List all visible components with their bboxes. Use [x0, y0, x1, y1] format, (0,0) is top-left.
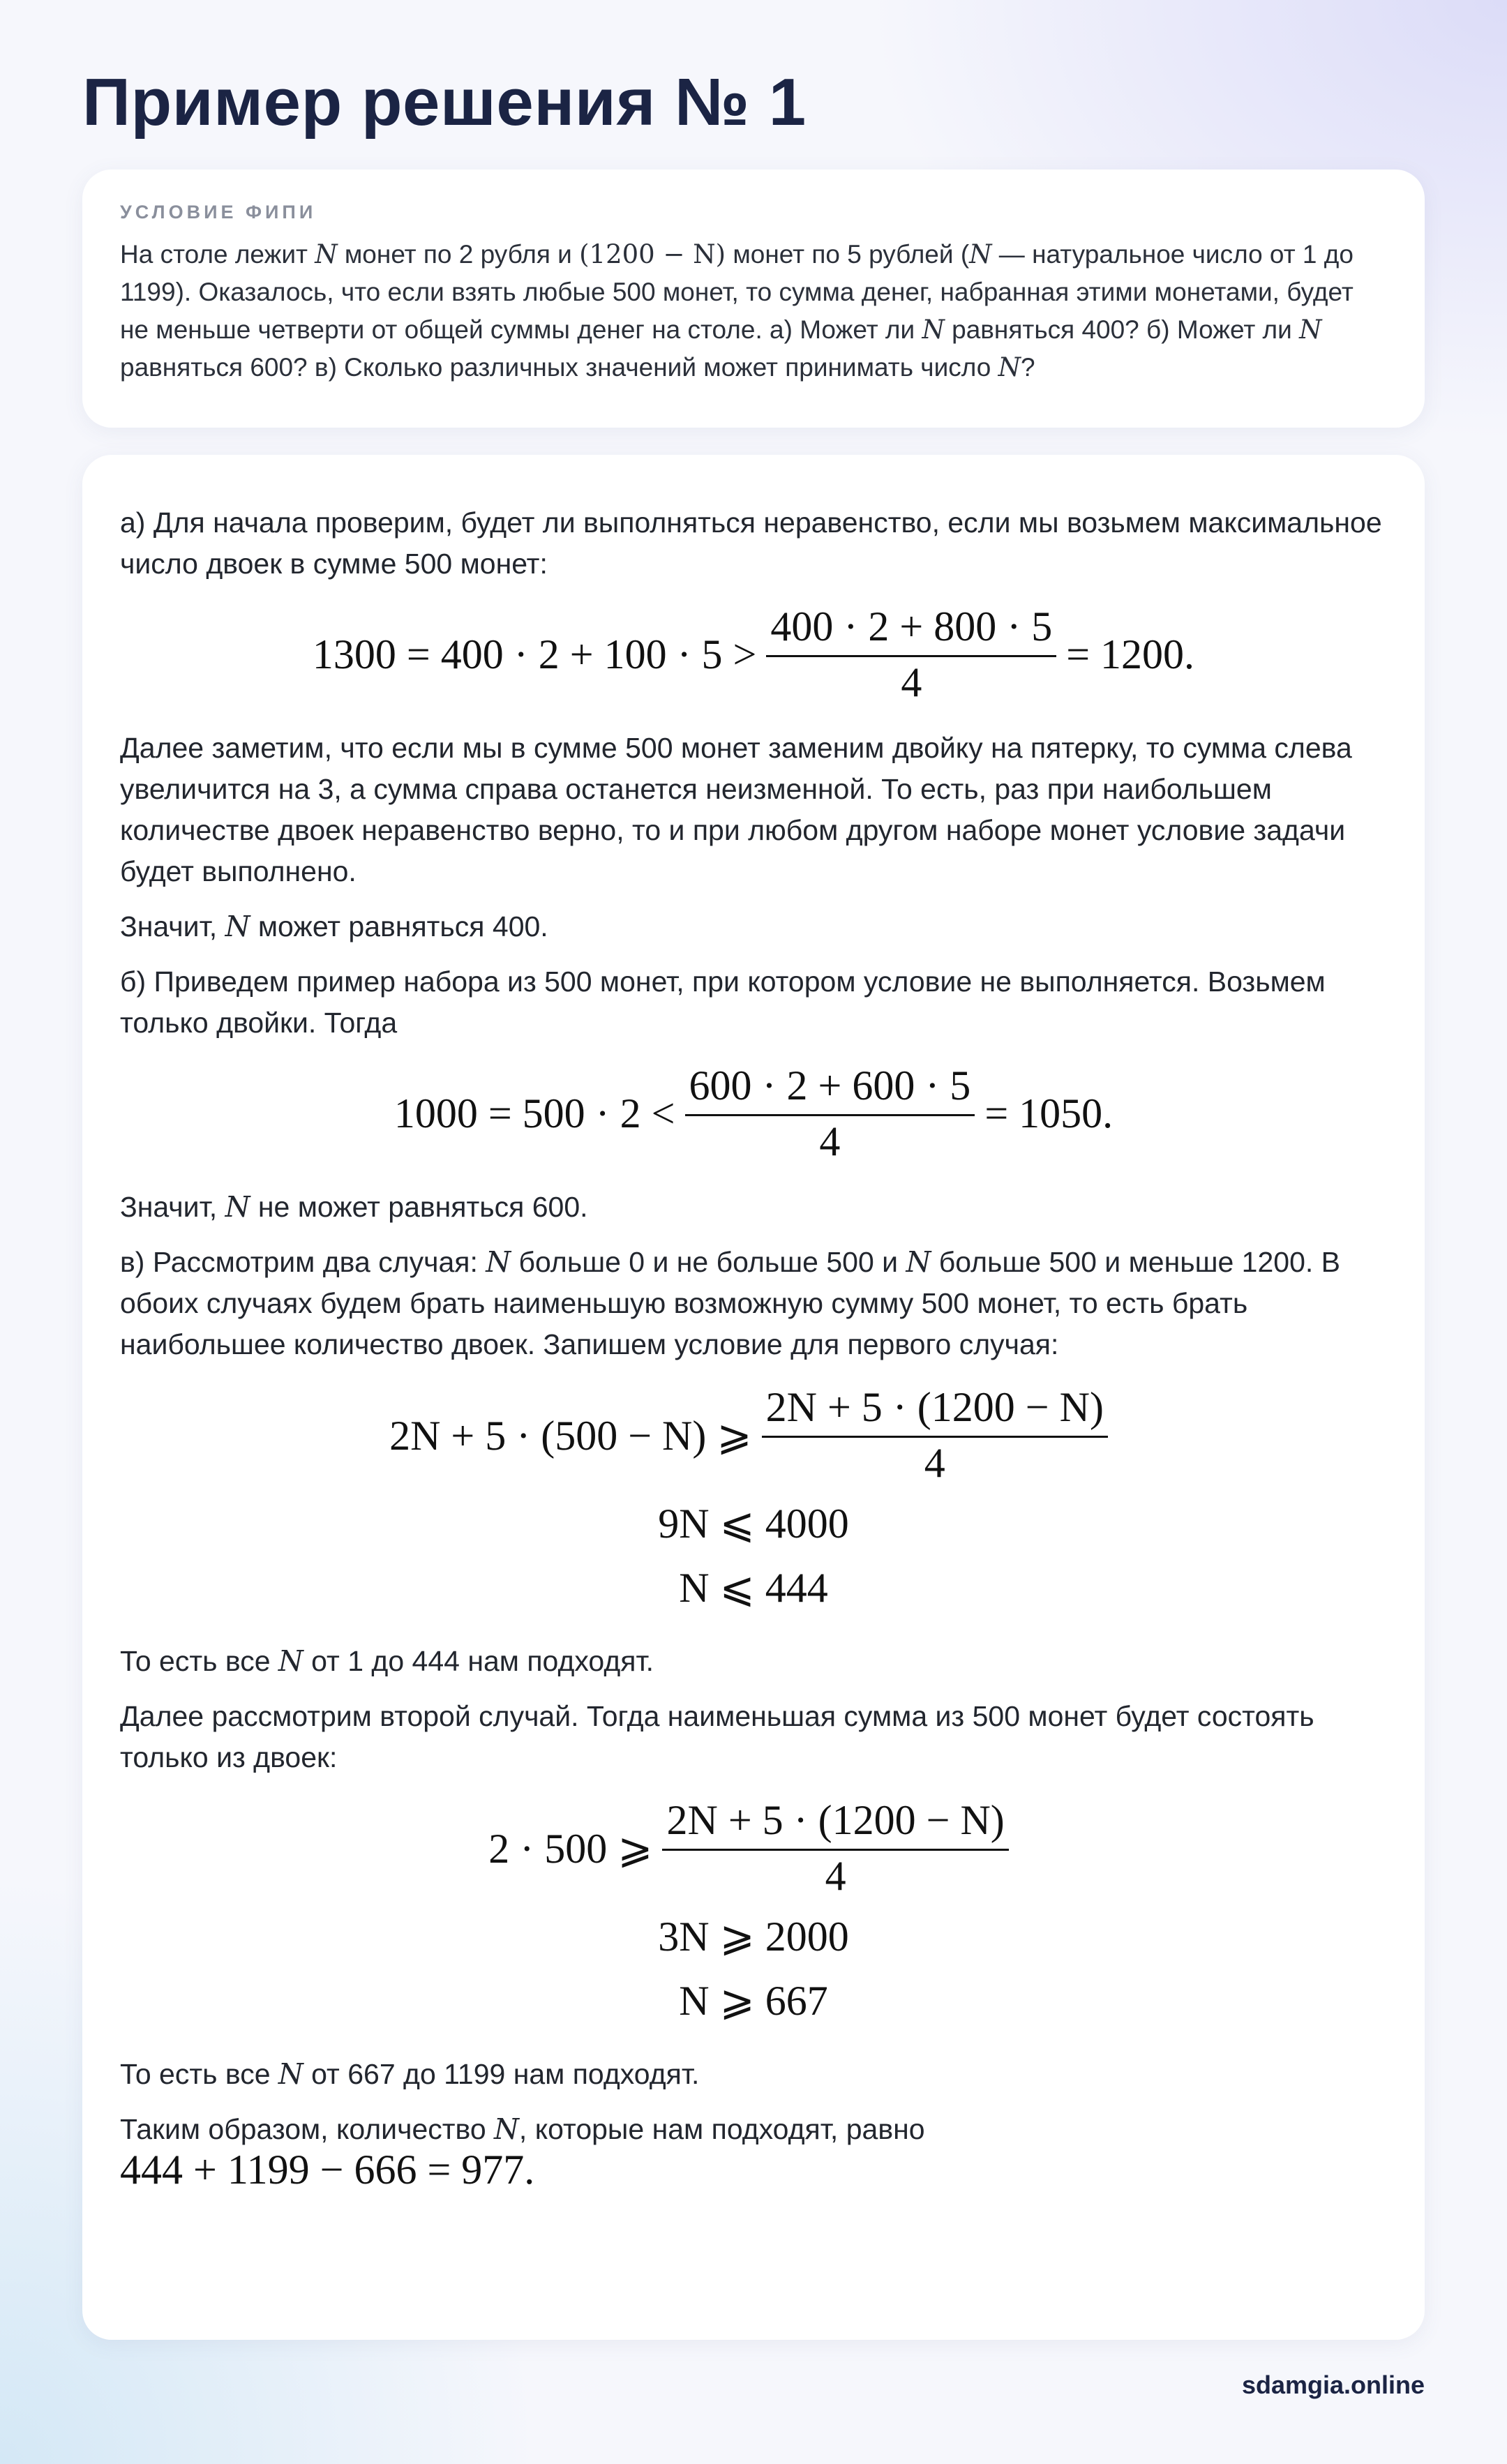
- part-b-intro: б) Приведем пример набора из 500 монет, при котором условие не выполняется. Возьмем только двойки. Тогда: [120, 966, 1326, 1039]
- equation-2: [120, 1062, 1387, 1166]
- math-variable: N: [225, 910, 250, 943]
- equation-2-fraction: [685, 1062, 975, 1166]
- fraction-numerator: 400 · 2 + 800 · 5: [766, 603, 1056, 657]
- text-part: в) Рассмотрим два случая:: [120, 1246, 486, 1278]
- fraction-denominator: 4: [901, 659, 922, 705]
- equation-3-step-1: 9N ⩽ 4000: [658, 1501, 849, 1547]
- math-variable: N: [225, 1190, 250, 1224]
- fraction-denominator: 4: [825, 1853, 846, 1899]
- text-part: , которые нам подходят, равно: [518, 2113, 925, 2145]
- text-part: То есть все: [120, 2058, 278, 2090]
- text-part: от 1 до 444 нам подходят.: [303, 1645, 654, 1677]
- text-part: То есть все: [120, 1645, 278, 1677]
- equation-4: [120, 1796, 1387, 1900]
- equation-4-fraction: [662, 1796, 1008, 1900]
- math-variable: N: [486, 1245, 511, 1279]
- part-c-intro: [120, 1242, 1387, 1365]
- page-title: Пример решения № 1: [82, 65, 807, 140]
- equation-1: [120, 603, 1387, 707]
- text-part: не может равняться 600.: [250, 1191, 588, 1223]
- equation-4-step-1: 3N ⩾ 2000: [658, 1914, 849, 1960]
- final-sentence: [120, 2109, 1387, 2150]
- math-variable: N: [278, 2057, 303, 2091]
- fraction-numerator: 2N + 5 · (1200 − N): [762, 1383, 1108, 1438]
- part-b-conclusion: [120, 1187, 1387, 1228]
- math-variable: N: [315, 239, 338, 269]
- text-part: Таким образом, количество: [120, 2113, 495, 2145]
- equation-1-right: = 1200.: [1066, 631, 1195, 677]
- math-variable: N: [1299, 315, 1322, 345]
- equation-2-right: = 1050.: [984, 1090, 1114, 1136]
- text-part: от 667 до 1199 нам подходят.: [303, 2058, 700, 2090]
- math-variable: N: [922, 315, 945, 345]
- fraction-numerator: 2N + 5 · (1200 − N): [662, 1796, 1008, 1851]
- condition-text-part: На столе лежит: [120, 240, 315, 269]
- equation-4-left: 2 · 500 ⩾: [488, 1825, 653, 1872]
- equation-1-left: 1300 = 400 · 2 + 100 · 5 >: [312, 631, 757, 677]
- equation-3: [120, 1383, 1387, 1487]
- part-c-result-1: [120, 1641, 1387, 1682]
- final-answer: 444 + 1199 − 666 = 977.: [120, 2147, 535, 2193]
- condition-text-part: монет по 2 рубля и: [337, 240, 580, 269]
- text-part: больше 500 и меньше 1200. В обоих случаях будем брать наименьшую возможную сумму 500 монет, то есть брать наибольшее количество двоек. Запишем условие для первого случая:: [120, 1246, 1340, 1360]
- text-part: Значит,: [120, 910, 225, 942]
- condition-text-part: равняться 600? в) Сколько различных значений может принимать число: [120, 353, 998, 382]
- condition-card: [82, 170, 1425, 428]
- part-a-reasoning: Далее заметим, что если мы в сумме 500 монет заменим двойку на пятерку, то сумма слева увеличится на 3, а сумма справа останется неизменной. То есть, раз при наибольшем количестве двоек неравенство верно, то и при любом другом наборе монет условие задачи будет выполнено.: [120, 732, 1352, 887]
- math-variable: N: [494, 2112, 519, 2146]
- equation-4-step-2: N ⩾ 667: [679, 1978, 828, 2024]
- equation-1-fraction: [766, 603, 1056, 707]
- fraction-numerator: 600 · 2 + 600 · 5: [685, 1062, 975, 1116]
- condition-text-part: равняться 400? б) Может ли: [944, 315, 1300, 344]
- equation-2-left: 1000 = 500 · 2 <: [393, 1090, 675, 1136]
- equation-3-left: 2N + 5 · (500 − N) ⩾: [389, 1412, 752, 1459]
- condition-text-part: ?: [1020, 353, 1035, 382]
- part-c-case-2: Далее рассмотрим второй случай. Тогда наименьшая сумма из 500 монет будет состоять только из двоек:: [120, 1700, 1314, 1773]
- math-variable: N: [998, 352, 1021, 382]
- part-c-result-2: [120, 2054, 1387, 2095]
- fraction-denominator: 4: [924, 1440, 945, 1486]
- site-watermark: sdamgia.online: [1241, 2371, 1425, 2399]
- condition-label: УСЛОВИЕ ФИПИ: [120, 202, 317, 223]
- math-variable: N: [969, 239, 992, 269]
- text-part: больше 0 и не больше 500 и: [511, 1246, 906, 1278]
- math-expression: (1200 − N): [579, 239, 726, 269]
- text-part: Значит,: [120, 1191, 225, 1223]
- math-variable: N: [906, 1245, 931, 1279]
- part-a-conclusion: [120, 906, 1387, 947]
- condition-text-part: — натуральное число от 1 до 1199). Оказалось, что если взять любые 500 монет, то сумма денег, набранная этими монетами, будет не меньше четверти от общей суммы денег на столе. а) Может ли: [120, 240, 1354, 344]
- text-part: может равняться 400.: [250, 910, 548, 942]
- solution-card: [82, 455, 1425, 2340]
- fraction-denominator: 4: [819, 1118, 841, 1164]
- equation-3-step-2: N ⩽ 444: [679, 1565, 828, 1611]
- equation-3-fraction: [762, 1383, 1108, 1487]
- math-variable: N: [278, 1644, 303, 1678]
- condition-text: [120, 236, 1387, 386]
- part-a-intro: а) Для начала проверим, будет ли выполняться неравенство, если мы возьмем максимальное число двоек в сумме 500 монет:: [120, 506, 1382, 580]
- condition-text-part: монет по 5 рублей (: [726, 240, 970, 269]
